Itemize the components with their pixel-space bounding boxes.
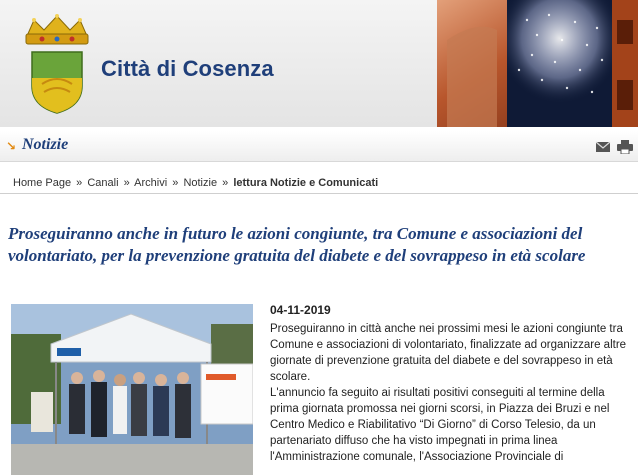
section-title: Notizie [22,136,69,153]
article-title: Proseguiranno anche in futuro le azioni congiunte, tra Comune e associazioni del volontariato, per la prevenzione gratuita del diabete e del sovrappeso in età scolare [8,224,586,265]
header-photo-illumination [437,0,638,127]
article-body [270,321,632,465]
email-icon[interactable] [595,140,611,154]
article-date: 04-11-2019 [270,303,331,317]
section-bar [0,131,638,162]
site-header [0,0,638,127]
breadcrumb-canali[interactable]: Canali [87,177,119,189]
city-coat-of-arms-icon[interactable] [22,14,92,114]
section-tools [595,140,633,154]
breadcrumb-separator: » [172,177,179,189]
arrow-down-right-icon: ↘ [6,139,17,153]
breadcrumb [0,171,638,194]
article-paragraph: Proseguiranno in città anche nei prossimi mesi le azioni congiunte tra Comune e associazioni di volontariato, finalizzate ad organizzare altre giornate di prevenzione gratuita del diabete e del sovrappeso in età scolare. [270,323,627,383]
breadcrumb-separator: » [76,177,83,189]
breadcrumb-separator: » [222,177,229,189]
breadcrumb-home[interactable]: Home Page [13,177,72,189]
city-name[interactable]: Città di Cosenza [101,56,274,81]
breadcrumb-separator: » [123,177,130,189]
print-icon[interactable] [617,140,633,154]
article-photo[interactable] [11,304,253,475]
breadcrumb-current: lettura Notizie e Comunicati [233,177,379,189]
article-paragraph: L'annuncio fa seguito ai risultati positivi conseguiti al termine della prima giornata promossa nei giorni scorsi, in Piazza dei Bruzi e nel Centro Medico e Riabilitativo “Di Giorno” di Corso Telesio, da un partenariato diffuso che ha visto impegnati in prima linea l'Amministrazione comunale, l'Associazione Provinciale di [270,387,610,463]
breadcrumb-notizie[interactable]: Notizie [183,177,218,189]
breadcrumb-archivi[interactable]: Archivi [134,177,168,189]
